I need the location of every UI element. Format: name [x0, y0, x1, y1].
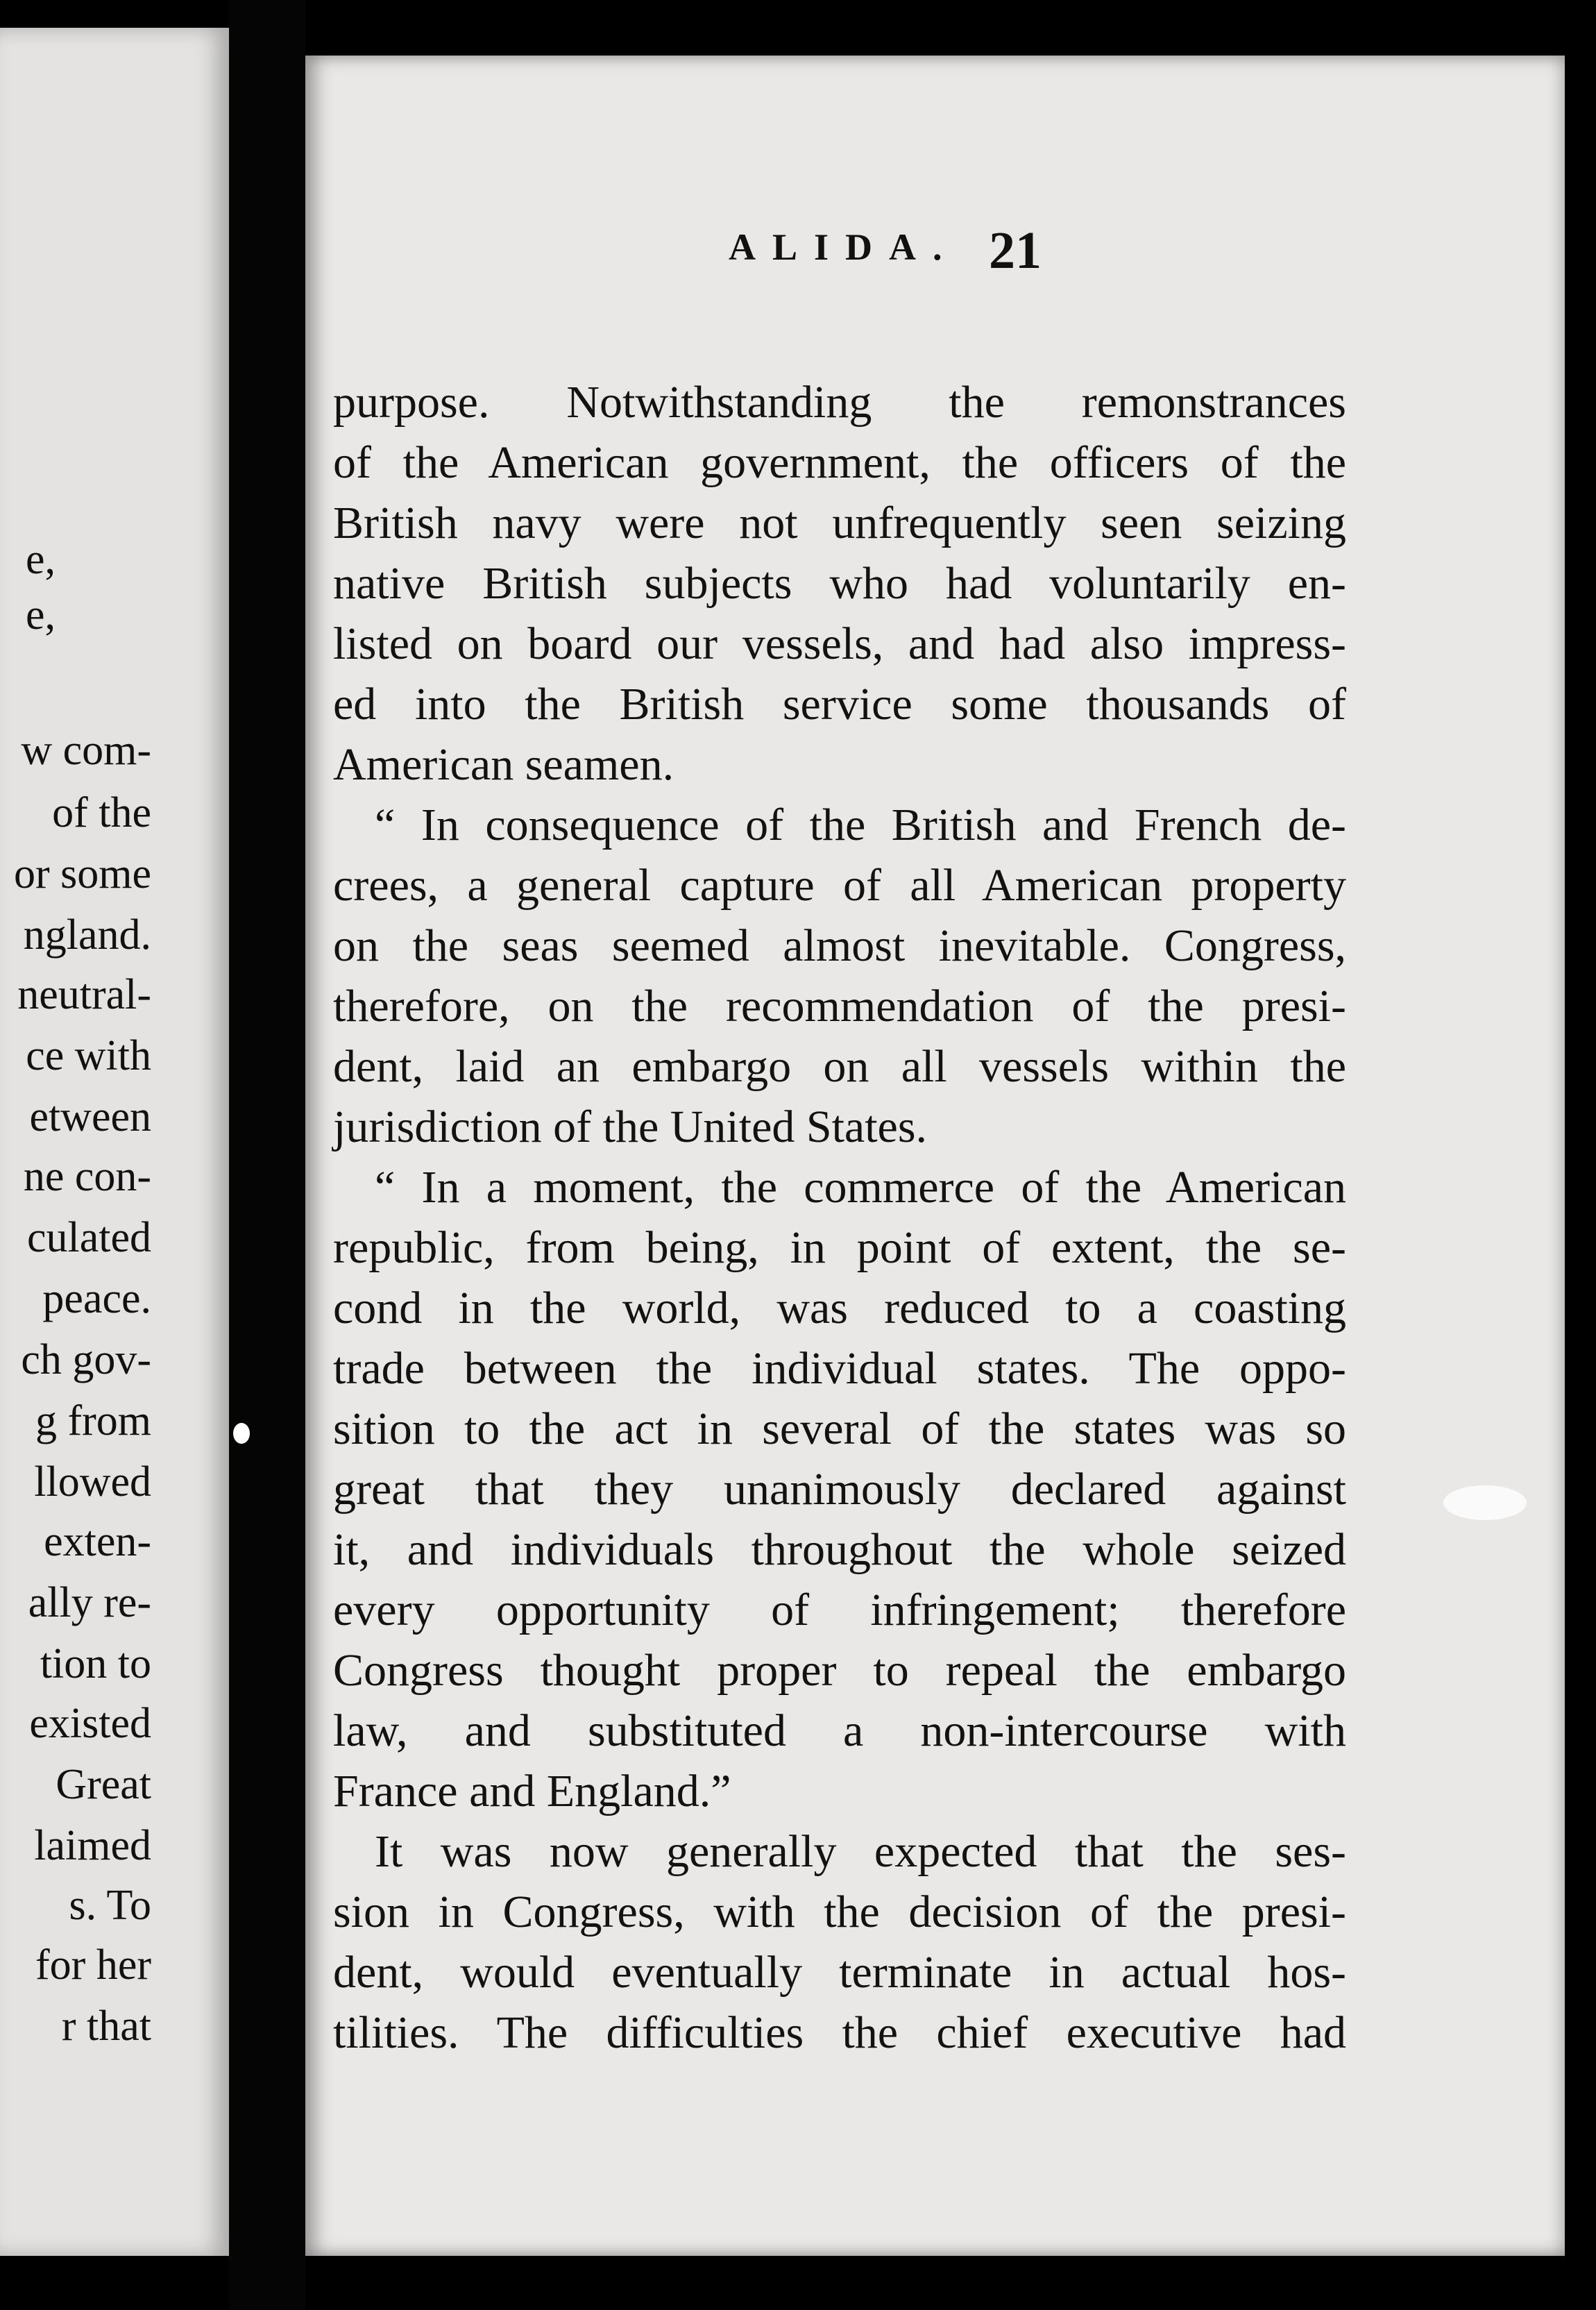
- left-page-line: culated: [26, 1214, 151, 1261]
- text-line: every opportunity of infringement; therefore: [333, 1585, 1346, 1635]
- text-line: sition to the act in several of the states was so: [333, 1403, 1346, 1454]
- text-line: It was now generally expected that the ses-: [375, 1826, 1346, 1877]
- text-line: tilities. The difficulties the chief executive had: [333, 2007, 1346, 2058]
- left-facing-page: [0, 28, 229, 2256]
- left-page-line: exten-: [44, 1518, 151, 1565]
- left-page-line: s. To: [69, 1882, 151, 1929]
- text-line: of the American government, the officers of the: [333, 437, 1346, 488]
- left-page-line: tion to: [40, 1640, 151, 1687]
- book-gutter: [229, 0, 305, 2310]
- left-page-line: ngland.: [23, 911, 151, 959]
- paper-speck: [233, 1423, 250, 1444]
- left-page-line: peace.: [42, 1275, 151, 1322]
- paper-speck: [1443, 1485, 1527, 1520]
- left-page-line: e,: [25, 536, 56, 583]
- left-page-line: for her: [35, 1941, 151, 1989]
- running-head: ALIDA.: [729, 226, 959, 268]
- text-line: therefore, on the recommendation of the presi-: [333, 981, 1346, 1031]
- text-line: American seamen.: [333, 739, 674, 790]
- text-line: dent, laid an embargo on all vessels within the: [333, 1041, 1346, 1092]
- left-page-line: Great: [56, 1761, 151, 1808]
- left-page-line: g from: [35, 1397, 151, 1444]
- text-line: purpose. Notwithstanding the remonstrances: [333, 377, 1346, 428]
- text-line: ed into the British service some thousands of: [333, 679, 1346, 730]
- left-page-line: r that: [61, 2003, 151, 2050]
- text-line: listed on board our vessels, and had also impress-: [333, 618, 1346, 669]
- text-line: sion in Congress, with the decision of the presi-: [333, 1887, 1346, 1937]
- text-line: “ In consequence of the British and French de-: [375, 800, 1346, 850]
- left-page-line: ne con-: [23, 1153, 151, 1200]
- left-page-line: llowed: [34, 1458, 151, 1506]
- text-line: on the seas seemed almost inevitable. Congress,: [333, 920, 1346, 971]
- text-line: great that they unanimously declared against: [333, 1464, 1346, 1515]
- text-line: British navy were not unfrequently seen seizing: [333, 498, 1346, 548]
- text-line: law, and substituted a non-intercourse with: [333, 1705, 1346, 1756]
- left-page-line: e,: [25, 591, 56, 639]
- text-line: republic, from being, in point of extent, the se-: [333, 1222, 1346, 1273]
- text-line: dent, would eventually terminate in actual hos-: [333, 1947, 1346, 1998]
- left-page-line: or some: [13, 850, 151, 897]
- text-line: “ In a moment, the commerce of the American: [375, 1162, 1346, 1213]
- text-line: crees, a general capture of all American property: [333, 860, 1346, 911]
- text-line: jurisdiction of the United States.: [333, 1102, 928, 1152]
- text-line: cond in the world, was reduced to a coasting: [333, 1283, 1346, 1333]
- left-page-line: w com-: [21, 727, 151, 774]
- left-page-line: laimed: [34, 1822, 151, 1869]
- text-line: trade between the individual states. The oppo-: [333, 1343, 1346, 1394]
- left-page-line: existed: [29, 1700, 151, 1747]
- left-page-line: neutral-: [17, 971, 151, 1018]
- page-number: 21: [989, 221, 1042, 280]
- left-page-line: etween: [29, 1093, 151, 1140]
- left-page-line: ch gov-: [21, 1336, 151, 1383]
- left-page-line: ce with: [26, 1032, 151, 1079]
- left-page-line: of the: [52, 789, 151, 836]
- text-line: native British subjects who had voluntarily en-: [333, 558, 1346, 609]
- left-page-line: ally re-: [28, 1579, 151, 1626]
- text-line: it, and individuals throughout the whole seized: [333, 1524, 1346, 1575]
- text-line: Congress thought proper to repeal the embargo: [333, 1645, 1346, 1696]
- text-line: France and England.”: [333, 1766, 731, 1816]
